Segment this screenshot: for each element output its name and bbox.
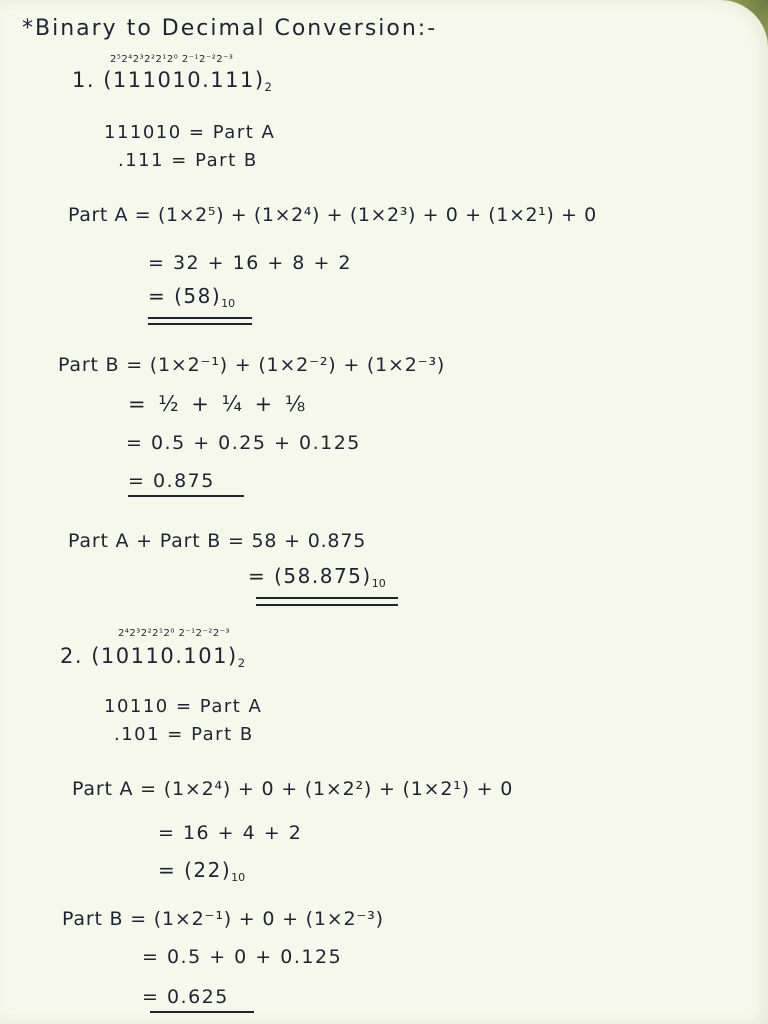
problem1-part-b-result: = 0.875 bbox=[128, 470, 215, 492]
problem2-number bbox=[60, 644, 245, 670]
problem1-part-b-frac: = ½ + ¼ + ⅛ bbox=[128, 392, 309, 416]
problem1-total-result bbox=[248, 564, 386, 590]
problem1-label: 1. bbox=[72, 68, 96, 92]
problem1-part-a-base: 10 bbox=[221, 296, 236, 310]
problem1-total-value: = (58.875) bbox=[248, 564, 372, 588]
problem1-part-a-result bbox=[148, 284, 235, 310]
underline bbox=[256, 597, 398, 599]
underline bbox=[128, 495, 244, 497]
problem2-part-b-result: = 0.625 bbox=[142, 986, 229, 1008]
problem1-part-b-eq: Part B = (1×2⁻¹) + (1×2⁻²) + (1×2⁻³) bbox=[58, 354, 446, 376]
problem2-part-b-eq: Part B = (1×2⁻¹) + 0 + (1×2⁻³) bbox=[62, 908, 384, 930]
problem2-part-a-sum: = 16 + 4 + 2 bbox=[158, 822, 303, 844]
problem2-part-a-def: 10110 = Part A bbox=[104, 696, 263, 717]
underline bbox=[148, 323, 252, 325]
problem1-total-eq: Part A + Part B = 58 + 0.875 bbox=[68, 530, 367, 552]
problem2-label: 2. bbox=[60, 644, 84, 668]
problem2-part-a-value: = (22) bbox=[158, 858, 232, 882]
problem2-part-b-dec: = 0.5 + 0 + 0.125 bbox=[142, 946, 343, 968]
problem1-part-a-sum: = 32 + 16 + 8 + 2 bbox=[148, 252, 352, 274]
problem2-part-a-result bbox=[158, 858, 245, 884]
problem1-binary: (111010.111) bbox=[103, 68, 265, 92]
underline bbox=[148, 317, 252, 319]
problem1-part-a-eq: Part A = (1×2⁵) + (1×2⁴) + (1×2³) + 0 + (1×2¹) + 0 bbox=[68, 204, 597, 226]
problem1-base: 2 bbox=[264, 80, 272, 95]
problem2-part-a-eq: Part A = (1×2⁴) + 0 + (1×2²) + (1×2¹) + 0 bbox=[72, 778, 514, 800]
problem1-part-a-def: 111010 = Part A bbox=[104, 122, 276, 143]
page-title: *Binary to Decimal Conversion:- bbox=[22, 16, 438, 41]
problem2-exponents: 2⁴2³2²2¹2⁰ 2⁻¹2⁻²2⁻³ bbox=[118, 628, 230, 639]
problem1-part-a-value: = (58) bbox=[148, 284, 222, 308]
underline bbox=[256, 604, 398, 606]
problem2-part-b-def: .101 = Part B bbox=[114, 724, 254, 745]
problem1-part-b-dec: = 0.5 + 0.25 + 0.125 bbox=[126, 432, 361, 454]
problem1-number bbox=[72, 68, 272, 94]
underline bbox=[150, 1011, 254, 1013]
problem1-exponents: 2⁵2⁴2³2²2¹2⁰ 2⁻¹2⁻²2⁻³ bbox=[110, 54, 234, 65]
problem1-total-base: 10 bbox=[371, 576, 386, 590]
problem1-part-b-def: .111 = Part B bbox=[118, 150, 258, 171]
problem2-binary: (10110.101) bbox=[91, 644, 238, 668]
problem2-base: 2 bbox=[237, 656, 246, 671]
problem2-part-a-base: 10 bbox=[231, 870, 246, 884]
